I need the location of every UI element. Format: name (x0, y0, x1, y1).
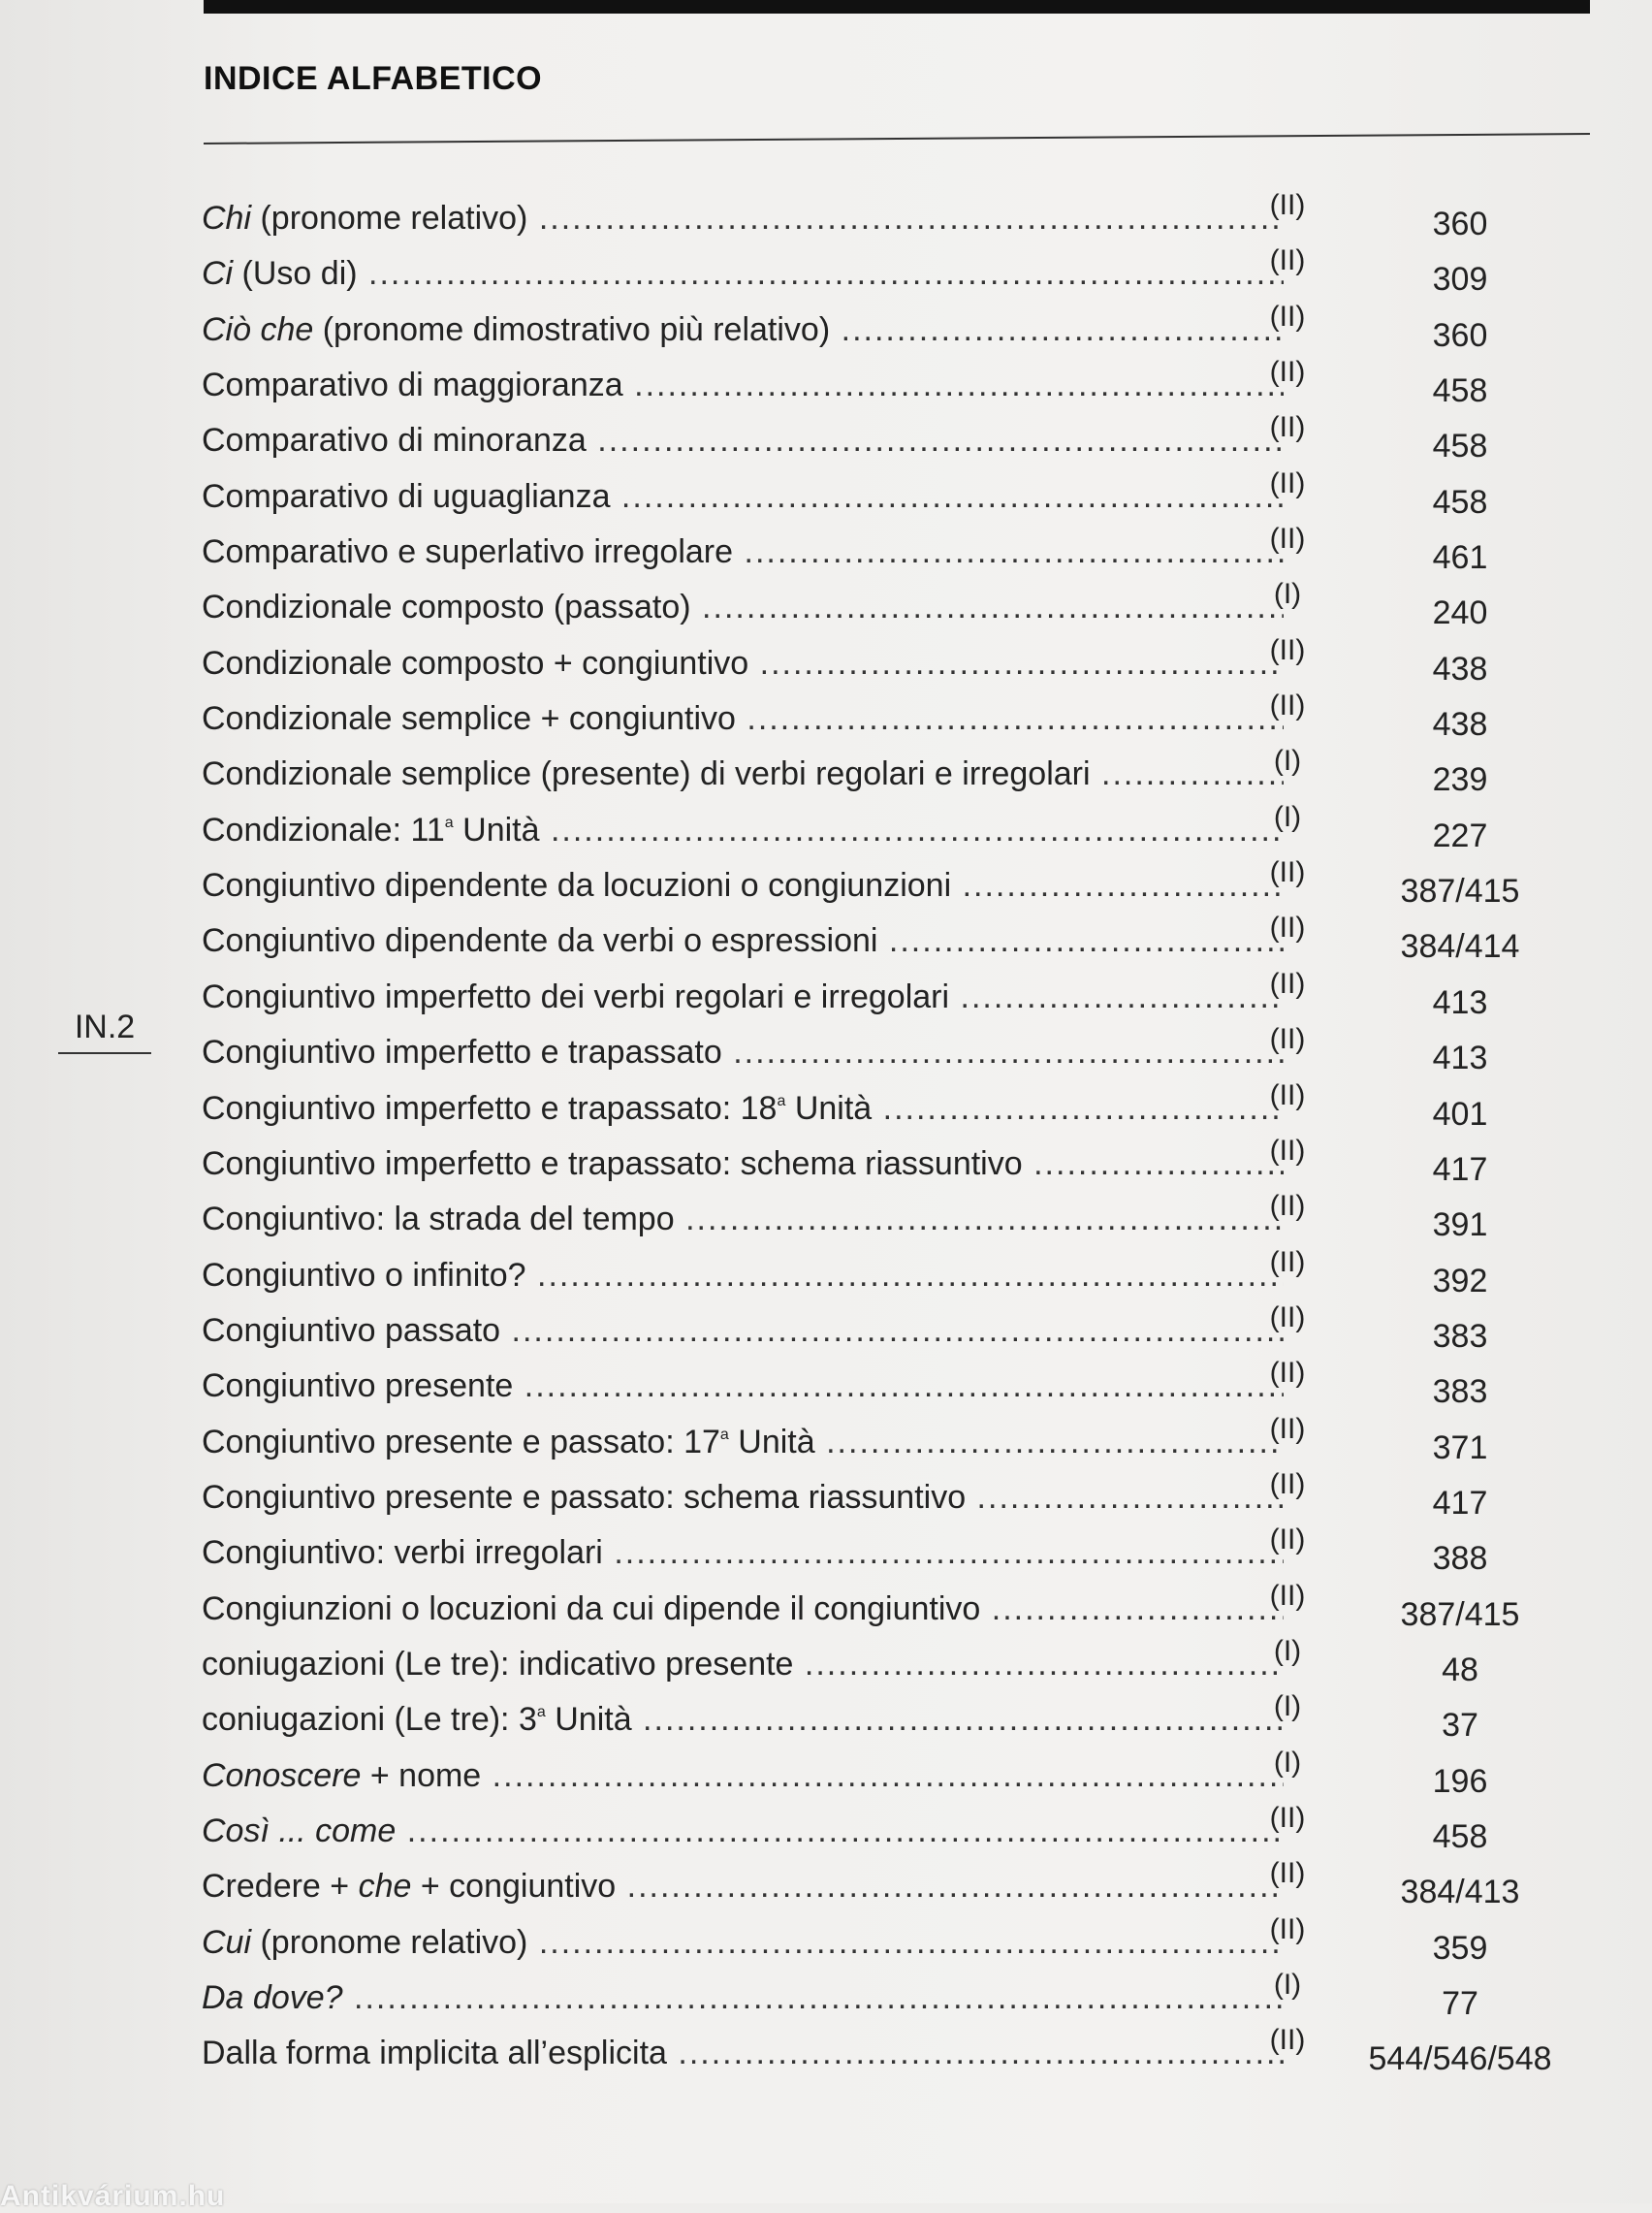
ordinal-superscript: a (719, 1426, 729, 1443)
page-reference: 544/546/548 (1368, 2040, 1552, 2078)
term-text: Comparativo di maggioranza (202, 367, 623, 404)
volume-reference: (II) (1269, 244, 1306, 277)
page-reference: 387/415 (1400, 1595, 1520, 1633)
page-reference: 360 (1432, 316, 1488, 354)
index-entry (0, 1023, 1652, 1078)
index-term (202, 1200, 1284, 1238)
index-term (202, 310, 1284, 349)
index-entry (0, 1357, 1652, 1412)
term-text: Condizionale semplice + congiuntivo (202, 700, 736, 738)
term-italic-text: Conoscere (202, 1756, 362, 1794)
term-text: Congiuntivo dipendente da locuzioni o congiunzioni (202, 867, 952, 905)
term-text: Condizionale composto (passato) (202, 589, 691, 626)
index-entry (0, 2024, 1652, 2079)
index-term (202, 1700, 1284, 1739)
index-entry (0, 1190, 1652, 1245)
term-italic-text: Così ... come (202, 1812, 397, 1849)
index-term (202, 199, 1284, 238)
index-entry (0, 1301, 1652, 1357)
page-reference: 77 (1442, 1985, 1478, 2022)
index-entry (0, 411, 1652, 466)
term-text: (Uso di) (233, 255, 358, 293)
page-reference: 196 (1432, 1762, 1488, 1800)
term-text: (pronome dimostrativo più relativo) (313, 310, 831, 348)
volume-reference: (I) (1273, 1634, 1302, 1667)
ordinal-superscript: a (777, 1092, 786, 1109)
term-text: Congiuntivo o infinito? (202, 1256, 526, 1294)
term-text: + congiuntivo (411, 1868, 617, 1906)
page-reference: 359 (1432, 1929, 1488, 1967)
term-text: (pronome relativo) (251, 1923, 528, 1961)
term-italic-text: Ciò che (202, 310, 314, 348)
term-text: Congiuntivo: la strada del tempo (202, 1201, 675, 1238)
page-reference: 371 (1432, 1428, 1488, 1466)
volume-reference: (II) (1269, 1912, 1306, 1945)
volume-reference: (II) (1269, 300, 1306, 333)
index-entry (0, 634, 1652, 690)
index-entry (0, 1135, 1652, 1190)
term-text: Comparativo e superlativo irregolare (202, 533, 734, 571)
index-entry (0, 968, 1652, 1023)
volume-reference: (II) (1269, 690, 1306, 722)
term-text: Unità (453, 811, 540, 849)
index-term (202, 1144, 1284, 1183)
index-entry (0, 856, 1652, 912)
page-reference: 458 (1432, 483, 1488, 521)
index-term (202, 1478, 1284, 1517)
term-text: Condizionale composto + congiuntivo (202, 644, 749, 682)
ordinal-superscript: a (536, 1704, 546, 1721)
volume-reference: (II) (1269, 1357, 1306, 1390)
index-term (202, 588, 1284, 626)
term-text: coniugazioni (Le tre): 3 (202, 1701, 537, 1739)
term-text: Congiuntivo imperfetto e trapassato (202, 1034, 722, 1072)
index-entry (0, 1690, 1652, 1746)
page-title: INDICE ALFABETICO (204, 60, 543, 97)
page-reference: 239 (1432, 761, 1488, 799)
index-entry (0, 1802, 1652, 1857)
volume-reference: (II) (1269, 1300, 1306, 1333)
index-entry (0, 244, 1652, 300)
term-text: Congiuntivo imperfetto e trapassato: 18 (202, 1089, 778, 1127)
term-text: Unità (785, 1089, 873, 1127)
index-term (202, 866, 1284, 905)
index-entry (0, 912, 1652, 967)
index-entry (0, 1468, 1652, 1523)
index-entry (0, 1747, 1652, 1802)
volume-reference: (II) (1269, 1078, 1306, 1111)
term-text: Condizionale semplice (presente) di verbi regolari e irregolari (202, 755, 1091, 793)
term-text: Congiuntivo dipendente da verbi o espressioni (202, 922, 878, 960)
page-reference: 458 (1432, 372, 1488, 410)
page-reference: 391 (1432, 1206, 1488, 1244)
term-text: + nome (361, 1756, 482, 1794)
index-entry (0, 745, 1652, 800)
index-entry (0, 523, 1652, 578)
term-italic-text: che (358, 1868, 412, 1906)
watermark-text: Antikvárium.hu (0, 2180, 226, 2212)
index-term (202, 978, 1284, 1016)
page-reference: 458 (1432, 1817, 1488, 1855)
index-term (202, 1533, 1284, 1572)
volume-reference: (II) (1269, 1245, 1306, 1278)
index-term (202, 1366, 1284, 1405)
index-term (202, 699, 1284, 738)
volume-reference: (I) (1273, 1690, 1302, 1723)
page-reference: 384/414 (1400, 928, 1520, 966)
index-term (202, 532, 1284, 571)
term-text: Credere + (202, 1868, 359, 1906)
volume-reference: (I) (1273, 1969, 1302, 2001)
page-number-label: IN.2 (74, 1009, 136, 1045)
volume-reference: (II) (1269, 1412, 1306, 1445)
volume-reference: (II) (1269, 466, 1306, 499)
index-term (202, 1756, 1284, 1795)
term-text: Congiuntivo imperfetto dei verbi regolari e irregolari (202, 978, 950, 1015)
term-text: Congiuntivo presente e passato: schema riassuntivo (202, 1478, 967, 1516)
volume-reference: (I) (1273, 745, 1302, 778)
term-text: Condizionale: 11 (202, 811, 445, 849)
title-underline (204, 133, 1590, 144)
term-italic-text: Da dove? (202, 1979, 343, 2016)
index-entry (0, 1913, 1652, 1969)
index-entry (0, 189, 1652, 244)
term-italic-text: Chi (202, 200, 252, 237)
volume-reference: (II) (1269, 912, 1306, 945)
term-text: Congiuntivo presente e passato: 17 (202, 1423, 720, 1460)
index-term (202, 1256, 1284, 1295)
term-text: (pronome relativo) (251, 200, 528, 237)
top-black-bar (204, 0, 1590, 14)
index-entry (0, 1413, 1652, 1468)
index-entry (0, 1857, 1652, 1912)
volume-reference: (II) (1269, 189, 1306, 221)
page-reference: 461 (1432, 539, 1488, 577)
index-term (202, 1645, 1284, 1684)
term-text: Comparativo di minoranza (202, 422, 587, 460)
volume-reference: (II) (1269, 967, 1306, 1000)
volume-reference: (II) (1269, 1134, 1306, 1167)
term-text: Congiuntivo presente (202, 1367, 514, 1405)
index-list (0, 189, 1652, 2080)
index-entry (0, 467, 1652, 523)
page-reference: 383 (1432, 1373, 1488, 1411)
page-reference: 392 (1432, 1262, 1488, 1299)
volume-reference: (II) (1269, 1801, 1306, 1834)
index-entry (0, 1969, 1652, 2024)
term-text: Congiuntivo imperfetto e trapassato: schema riassuntivo (202, 1144, 1023, 1182)
page-reference: 227 (1432, 817, 1488, 854)
page-reference: 413 (1432, 983, 1488, 1021)
index-entry (0, 1079, 1652, 1135)
term-text: Congiunzioni o locuzioni da cui dipende il congiuntivo (202, 1589, 981, 1627)
index-term (202, 921, 1284, 960)
volume-reference: (II) (1269, 2024, 1306, 2057)
page-reference: 387/415 (1400, 873, 1520, 911)
index-term (202, 1978, 1284, 2017)
volume-reference: (II) (1269, 856, 1306, 889)
index-term (202, 366, 1284, 404)
index-entry (0, 801, 1652, 856)
term-text: Unità (728, 1423, 815, 1460)
volume-reference: (I) (1273, 800, 1302, 833)
page-reference: 413 (1432, 1040, 1488, 1077)
term-italic-text: Ci (202, 255, 234, 293)
index-entry (0, 1246, 1652, 1301)
ordinal-superscript: a (444, 814, 454, 831)
volume-reference: (II) (1269, 411, 1306, 444)
term-text: Congiuntivo: verbi irregolari (202, 1534, 603, 1572)
page-reference: 417 (1432, 1484, 1488, 1522)
page-reference: 417 (1432, 1150, 1488, 1188)
index-term (202, 1812, 1284, 1850)
volume-reference: (II) (1269, 1190, 1306, 1223)
volume-reference: (II) (1269, 1579, 1306, 1612)
page-reference: 388 (1432, 1540, 1488, 1578)
volume-reference: (II) (1269, 523, 1306, 556)
index-term (202, 811, 1284, 850)
page-reference: 384/413 (1400, 1874, 1520, 1911)
index-entry (0, 578, 1652, 633)
index-term (202, 254, 1284, 293)
volume-reference: (II) (1269, 1023, 1306, 1056)
index-entry (0, 301, 1652, 356)
page-reference: 401 (1432, 1095, 1488, 1133)
index-term (202, 477, 1284, 516)
index-entry (0, 1580, 1652, 1635)
index-term (202, 754, 1284, 793)
volume-reference: (I) (1273, 1746, 1302, 1779)
term-text: Unità (545, 1701, 632, 1739)
index-term (202, 1423, 1284, 1461)
term-text: coniugazioni (Le tre): indicativo presente (202, 1645, 794, 1683)
index-term (202, 1589, 1284, 1628)
volume-reference: (II) (1269, 1523, 1306, 1556)
page-reference: 383 (1432, 1317, 1488, 1355)
volume-reference: (I) (1273, 578, 1302, 611)
page-reference: 309 (1432, 261, 1488, 299)
index-term (202, 1033, 1284, 1072)
index-term (202, 421, 1284, 460)
page-reference: 37 (1442, 1707, 1478, 1745)
index-term (202, 1867, 1284, 1906)
volume-reference: (II) (1269, 356, 1306, 389)
index-entry (0, 1635, 1652, 1690)
term-text: Comparativo di uguaglianza (202, 477, 611, 515)
index-entry (0, 1523, 1652, 1579)
page-reference: 360 (1432, 206, 1488, 242)
index-term (202, 1311, 1284, 1350)
page-reference: 240 (1432, 594, 1488, 632)
term-text: Dalla forma implicita all’esplicita (202, 2035, 667, 2072)
index-term (202, 2034, 1284, 2072)
index-term (202, 1923, 1284, 1962)
term-italic-text: Cui (202, 1923, 252, 1961)
index-entry (0, 356, 1652, 411)
page-reference: 438 (1432, 650, 1488, 688)
page-reference: 458 (1432, 428, 1488, 465)
index-term (202, 1089, 1284, 1128)
index-term (202, 644, 1284, 683)
term-text: Congiuntivo passato (202, 1311, 501, 1349)
volume-reference: (II) (1269, 1467, 1306, 1500)
volume-reference: (II) (1269, 633, 1306, 666)
volume-reference: (II) (1269, 1857, 1306, 1890)
page-reference: 438 (1432, 706, 1488, 744)
index-entry (0, 690, 1652, 745)
page-reference: 48 (1442, 1651, 1478, 1688)
